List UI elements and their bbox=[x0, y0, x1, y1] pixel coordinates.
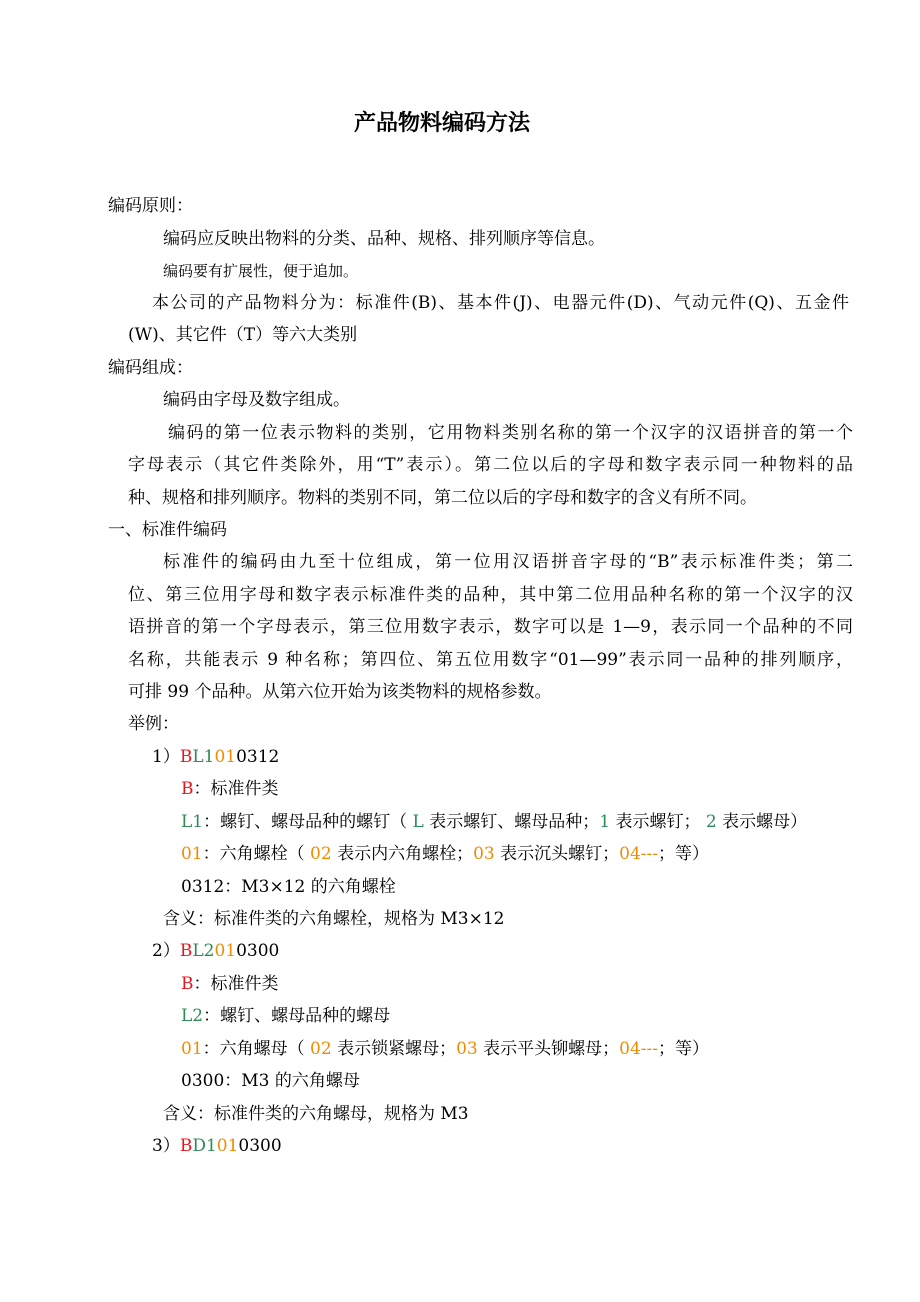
code-spec: 0312 bbox=[236, 747, 280, 767]
code-segment: L2 bbox=[181, 1006, 204, 1026]
segment-desc: ：标准件类 bbox=[193, 974, 279, 994]
paragraph-line: 本公司的产品物料分为：标准件(B)、基本件(J)、电器元件(D)、气动元件(Q)、五金件 bbox=[152, 293, 849, 313]
section-heading-principle: 编码原则： bbox=[108, 196, 193, 216]
paragraph-line: 种、规格和排列顺序。物料的类别不同，第二位以后的字母和数字的含义有所不同。 bbox=[128, 488, 757, 508]
segment-desc: 表示沉头螺钉； bbox=[494, 844, 620, 864]
segment-desc: ；等） bbox=[658, 1039, 710, 1059]
page-title: 产品物料编码方法 bbox=[353, 110, 530, 136]
example-explain-line bbox=[181, 1005, 390, 1027]
segment-desc: ：螺钉、螺母品种的螺母 bbox=[203, 1006, 391, 1026]
example-number: 2） bbox=[152, 941, 180, 961]
code-segment: B bbox=[181, 974, 194, 994]
code-sequence: 01 bbox=[214, 747, 237, 767]
segment-desc: 表示螺钉； bbox=[610, 812, 706, 832]
example-number: 3） bbox=[152, 1136, 180, 1156]
code-segment: 04--- bbox=[619, 1039, 659, 1059]
example-spec-line: 0312：M3×12 的六角螺栓 bbox=[181, 877, 396, 897]
example-explain-line bbox=[181, 843, 709, 865]
code-segment: 04--- bbox=[619, 844, 659, 864]
code-variety: D1 bbox=[192, 1136, 217, 1156]
code-segment: 01 bbox=[181, 844, 203, 864]
segment-desc: 表示平头铆螺母； bbox=[477, 1039, 620, 1059]
principle-line: 编码要有扩展性，便于追加。 bbox=[163, 262, 359, 280]
segment-desc: ：六角螺母（ bbox=[202, 1039, 311, 1059]
example-code-line bbox=[152, 746, 279, 768]
code-segment: 1 bbox=[599, 812, 611, 832]
paragraph-line: 可排 99 个品种。从第六位开始为该类物料的规格参数。 bbox=[128, 682, 552, 702]
code-segment: 01 bbox=[181, 1039, 203, 1059]
segment-desc: ：六角螺栓（ bbox=[202, 844, 311, 864]
section-heading-standard-parts: 一、标准件编码 bbox=[108, 520, 227, 540]
example-meaning: 含义：标准件类的六角螺母，规格为 M3 bbox=[163, 1104, 469, 1124]
example-explain-line bbox=[181, 1038, 709, 1060]
paragraph-line: 编码由字母及数字组成。 bbox=[163, 390, 350, 410]
paragraph-line: 语拼音的第一个字母表示，第三位用数字表示，数字可以是 1—9，表示同一个品种的不同 bbox=[128, 617, 853, 637]
code-segment: B bbox=[181, 779, 194, 799]
paragraph-line: 标准件的编码由九至十位组成，第一位用汉语拼音字母的“B”表示标准件类；第二 bbox=[163, 552, 853, 572]
paragraph-line: (W)、其它件（T）等六大类别 bbox=[128, 325, 358, 345]
segment-desc: ；等） bbox=[658, 844, 710, 864]
code-spec: 0300 bbox=[236, 941, 280, 961]
example-code-line bbox=[152, 1135, 282, 1157]
code-segment: 03 bbox=[473, 844, 495, 864]
paragraph-line: 名称，共能表示 9 种名称；第四位、第五位用数字“01—99”表示同一品种的排列顺序， bbox=[128, 650, 853, 670]
segment-desc: 表示内六角螺栓； bbox=[331, 844, 474, 864]
example-number: 1） bbox=[152, 747, 180, 767]
example-label: 举例： bbox=[128, 714, 179, 734]
example-explain-line bbox=[181, 973, 279, 995]
principle-line: 编码应反映出物料的分类、品种、规格、排列顺序等信息。 bbox=[163, 229, 605, 249]
code-segment: L bbox=[412, 812, 424, 832]
segment-desc: 表示锁紧螺母； bbox=[331, 1039, 457, 1059]
code-segment: 03 bbox=[456, 1039, 478, 1059]
code-category: B bbox=[179, 941, 193, 961]
example-explain-line bbox=[181, 778, 279, 800]
code-spec: 0300 bbox=[238, 1136, 282, 1156]
section-heading-composition: 编码组成： bbox=[108, 358, 193, 378]
code-segment: 2 bbox=[705, 812, 717, 832]
example-code-line bbox=[152, 940, 279, 962]
code-variety: L1 bbox=[192, 747, 215, 767]
segment-desc: ：螺钉、螺母品种的螺钉（ bbox=[203, 812, 413, 832]
segment-desc: ：标准件类 bbox=[193, 779, 279, 799]
paragraph-line: 编码的第一位表示物料的类别，它用物料类别名称的第一个汉字的汉语拼音的第一个 bbox=[168, 423, 853, 443]
code-category: B bbox=[179, 1136, 193, 1156]
example-spec-line: 0300：M3 的六角螺母 bbox=[181, 1071, 360, 1091]
paragraph-line: 字母表示（其它件类除外，用“T”表示）。第二位以后的字母和数字表示同一种物料的品 bbox=[128, 455, 853, 475]
example-explain-line bbox=[181, 811, 807, 833]
code-sequence: 01 bbox=[216, 1136, 239, 1156]
code-segment: 02 bbox=[310, 1039, 332, 1059]
code-segment: 02 bbox=[310, 844, 332, 864]
paragraph-line: 位、第三位用字母和数字表示标准件类的品种，其中第二位用品种名称的第一个汉字的汉 bbox=[128, 585, 853, 605]
code-variety: L2 bbox=[192, 941, 215, 961]
segment-desc: 表示螺母） bbox=[716, 812, 808, 832]
code-segment: L1 bbox=[181, 812, 204, 832]
code-category: B bbox=[179, 747, 193, 767]
segment-desc: 表示螺钉、螺母品种； bbox=[423, 812, 600, 832]
example-meaning: 含义：标准件类的六角螺栓，规格为 M3×12 bbox=[163, 909, 505, 929]
code-sequence: 01 bbox=[214, 941, 237, 961]
